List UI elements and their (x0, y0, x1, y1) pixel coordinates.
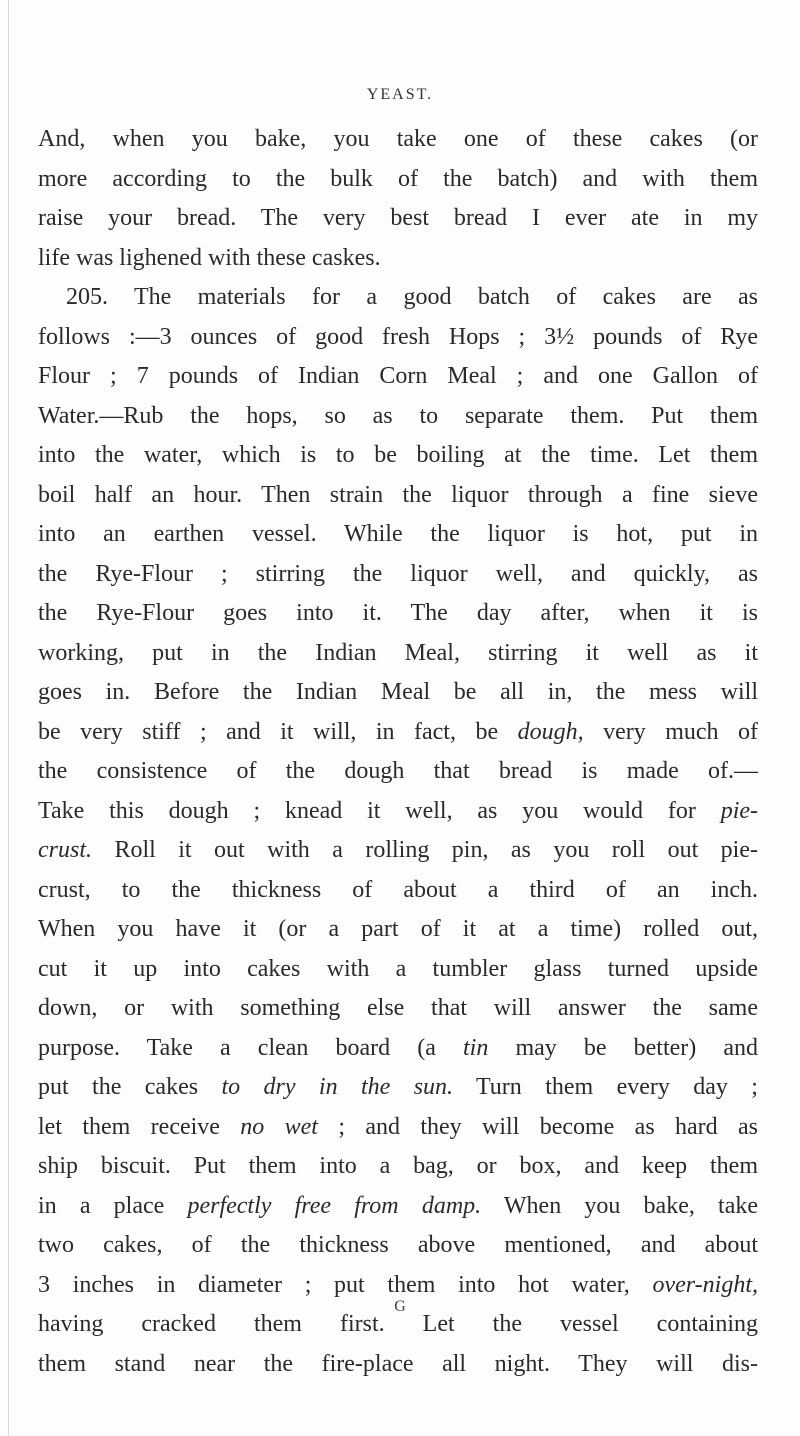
text-line (38, 160, 758, 200)
text-line (38, 1068, 758, 1108)
text-segment: let them receive (38, 1113, 241, 1140)
text-segment: may be better) and (488, 1034, 759, 1061)
text-segment: And, when you bake, you take one of these cakes (or (38, 126, 758, 152)
text-segment: into an earthen vessel. While the liquor is hot, put in (38, 521, 758, 547)
text-line (38, 357, 758, 397)
text-segment: in a place (38, 1192, 188, 1219)
text-line (38, 436, 758, 476)
text-segment: into the water, which is to be boiling at the time. Let them (38, 442, 758, 468)
text-segment: follows :—3 ounces of good fresh Hops ; 3½ pounds of Rye (38, 323, 758, 350)
text-line (38, 476, 758, 516)
text-segment: more according to the bulk of the batch) and with them (38, 165, 758, 192)
text-segment: working, put in the Indian Meal, stirring it well as it (38, 639, 758, 666)
text-segment: very much of (583, 718, 758, 745)
text-segment: 3 inches in diameter ; put them into hot water, (38, 1271, 653, 1298)
signature-mark: G (394, 1298, 406, 1315)
text-line (38, 318, 758, 358)
body-text (38, 120, 758, 1384)
text-line (38, 278, 758, 318)
italic-text: over-night, (652, 1271, 758, 1298)
page-edge (8, 0, 9, 1436)
text-segment: Turn them every day ; (453, 1074, 758, 1100)
text-segment: Water.—Rub the hops, so as to separate them. Put them (38, 402, 758, 429)
text-line (38, 1147, 758, 1187)
text-line (38, 1187, 758, 1227)
text-line (38, 120, 758, 160)
text-line (38, 910, 758, 950)
running-head: YEAST. (366, 86, 434, 103)
text-segment: Flour ; 7 pounds of Indian Corn Meal ; and one Gallon of (38, 363, 758, 389)
text-line (38, 594, 758, 634)
text-segment: having cracked them first. Let the vessel containing (38, 1311, 758, 1337)
text-segment: them stand near the fire-place all night. They will dis- (38, 1350, 758, 1377)
text-line (38, 1226, 758, 1266)
text-line (38, 752, 758, 792)
italic-text: no wet (240, 1113, 318, 1140)
text-segment: crust, to the thickness of about a third of an inch. (38, 876, 758, 903)
text-segment: 205. The materials for a good batch of cakes are as (66, 284, 758, 310)
text-segment: When you bake, take (481, 1192, 758, 1219)
text-line (38, 950, 758, 990)
italic-text: to dry in the sun. (221, 1074, 454, 1100)
text-line (38, 239, 758, 279)
text-line (38, 989, 758, 1029)
text-segment: be very stiff ; and it will, in fact, be (38, 718, 518, 745)
text-line (38, 1029, 758, 1069)
text-segment: down, or with something else that will answer the same (38, 995, 758, 1021)
text-line (38, 673, 758, 713)
text-segment: the Rye-Flour goes into it. The day after, when it is (38, 600, 758, 626)
text-segment: purpose. Take a clean board (a (38, 1034, 464, 1061)
text-line (38, 792, 758, 832)
text-line (38, 1345, 758, 1385)
text-segment: the Rye-Flour ; stirring the liquor well, and quickly, as (38, 560, 758, 587)
text-segment: ship biscuit. Put them into a bag, or box, and keep them (38, 1153, 758, 1179)
text-segment: the consistence of the dough that bread is made of.— (38, 758, 758, 784)
italic-text: perfectly free from damp. (187, 1192, 482, 1219)
italic-text: dough, (517, 718, 584, 745)
text-line (38, 634, 758, 674)
text-segment: When you have it (or a part of it at a time) rolled out, (38, 916, 758, 942)
text-segment: cut it up into cakes with a tumbler glass turned upside (38, 955, 758, 982)
text-line (38, 199, 758, 239)
italic-text: crust. (38, 837, 92, 863)
text-segment: ; and they will become as hard as (317, 1113, 759, 1140)
text-segment: put the cakes (38, 1074, 222, 1100)
italic-text: pie- (720, 797, 758, 824)
text-line (38, 713, 758, 753)
text-line (38, 871, 758, 911)
text-line (38, 1108, 758, 1148)
text-segment: goes in. Before the Indian Meal be all in, the mess will (38, 679, 758, 705)
text-segment: life was lighened with these caskes. (38, 244, 381, 271)
text-line (38, 831, 758, 871)
text-line (38, 515, 758, 555)
italic-text: tin (463, 1034, 489, 1061)
text-segment: Take this dough ; knead it well, as you would for (38, 797, 721, 824)
text-segment: boil half an hour. Then strain the liquor through a fine sieve (38, 481, 758, 508)
text-segment: raise your bread. The very best bread I ever ate in my (38, 205, 758, 231)
text-line (38, 397, 758, 437)
text-segment: Roll it out with a rolling pin, as you roll out pie- (92, 837, 758, 863)
text-segment: two cakes, of the thickness above mentioned, and about (38, 1232, 758, 1258)
text-line (38, 555, 758, 595)
